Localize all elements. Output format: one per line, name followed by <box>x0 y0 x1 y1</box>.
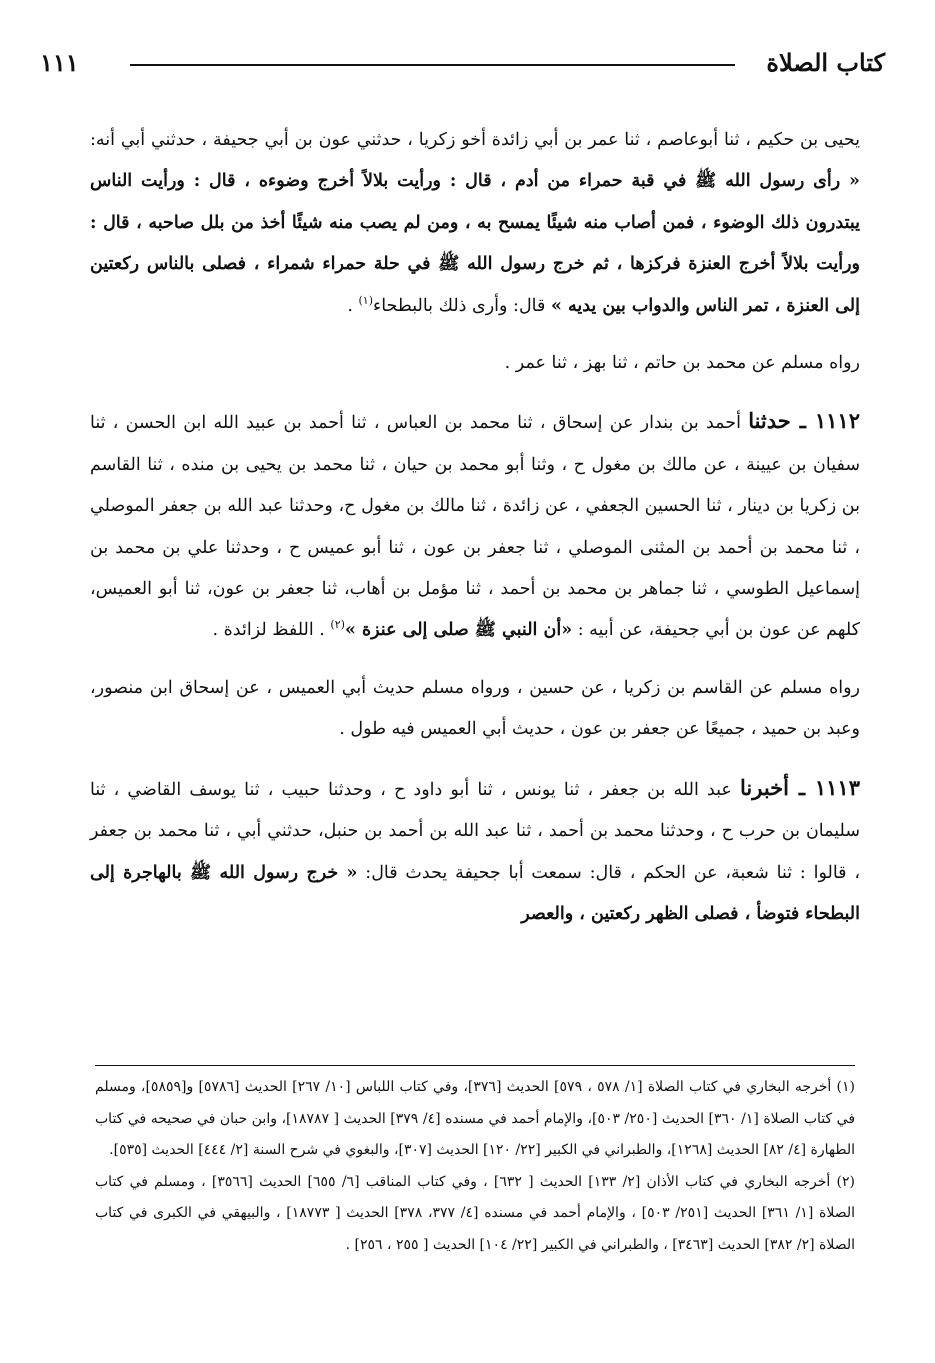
hadith-matn: « رأى رسول الله ﷺ في قبة حمراء من أدم ، قال : ورأيت بلالاً أخرج وضوءه ، قال : ورأيت الناس يبتدرون ذلك الوضوء ، فمن أصاب منه شيئًا يمسح به ، ومن لم يصب منه شيئًا أخذ من بلل صاحبه ، قال : ورأيت بلالاً أخرج العنزة فركزها ، ثم خرج رسول الله ﷺ في حلة حمراء شمراء ، فصلى بالناس ركعتين إلى العنزة ، تمر الناس والدواب بين يديه » <box>90 171 860 316</box>
paragraph-hadith-1113 <box>90 767 860 936</box>
wording-note: . اللفظ لزائدة . <box>212 620 331 641</box>
main-text <box>90 120 860 951</box>
paragraph-takhrij-1112: رواه مسلم عن القاسم بن زكريا ، عن حسين ، ورواه مسلم حديث أبي العميس ، عن إسحاق ابن منصور، وعبد بن حميد ، جميعًا عن جعفر بن عون ، حديث أبي العميس فيه طول . <box>90 677 860 740</box>
header-rule <box>130 64 735 66</box>
footnote-ref[interactable]: (١) <box>358 293 373 307</box>
footnote-ref[interactable]: (٢) <box>330 618 345 632</box>
isnad-text: أحمد بن بندار عن إسحاق ، ثنا محمد بن العباس ، ثنا أحمد بن عبيد الله ابن الحسن ، ثنا سفيان بن عيينة ، عن مالك بن مغول ح ، وثنا أبو محمد بن حيان ، ثنا محمد بن يحيى بن منده ، ثنا القاسم بن زكريا بن دينار ، ثنا الحسين الجعفي ، عن زائدة ، ثنا مالك بن مغول ح، وحدثنا عبد الله بن جعفر الموصلي ، ثنا محمد بن أحمد بن المثنى الموصلي ، ثنا جعفر بن عون ، ثنا أبو عميس ح ، وحدثنا علي بن محمد بن إسماعيل الطوسي ، ثنا جماهر بن محمد بن أحمد ، ثنا مؤمل بن أهاب، ثنا جعفر بن عون، ثنا أبو العميس، كلهم عن عون بن أبي جحيفة، عن أبيه : <box>90 413 860 641</box>
hadith-matn: « خرج رسول الله ﷺ بالهاجرة إلى البطحاء فتوضأ ، فصلى الظهر ركعتين ، والعصر <box>90 862 860 924</box>
hadith-number-1113: ١١١٣ ـ أخبرنا <box>740 774 860 800</box>
paragraph-hadith-1112 <box>90 400 860 651</box>
sentence-end: . <box>347 295 359 316</box>
hadith-number-1112: ١١١٢ ـ حدثنا <box>748 408 860 434</box>
narrator-comment: قال: وأرى ذلك بالبطحاء <box>373 295 551 316</box>
footnote-1: (١) أخرجه البخاري في كتاب الصلاة [١/ ٥٧٨ ، ٥٧٩] الحديث [٣٧٦]، وفي كتاب اللباس [١٠/ ٢٦٧] الحديث [٥٧٨٦] و[٥٨٥٩]، ومسلم في كتاب الصلاة [١/ ٣٦٠] الحديث [٢٥٠/ ٥٠٣]، والإمام أحمد في مسنده [٤/ ٣٧٩] الحديث [ ١٨٧٨٧]، وابن حبان في صحيحه في كتاب الطهارة [٤/ ٨٢] الحديث [١٢٦٨]، والطبراني في الكبير [٢٢/ ١٢٠] الحديث [٣٠٧]، والبغوي في شرح السنة [٢/ ٤٤٤] الحديث [٥٣٥]. <box>95 1079 856 1158</box>
hadith-matn: «أن النبي ﷺ صلى إلى عنزة » <box>344 620 573 641</box>
paragraph-hadith-1111 <box>90 120 860 327</box>
page-number: ١١١ <box>40 48 79 77</box>
footnotes-section <box>95 1065 855 1261</box>
book-title: كتاب الصلاة <box>766 48 885 77</box>
footnote-separator <box>95 1065 855 1066</box>
isnad-text: عبد الله بن جعفر ، ثنا يونس ، ثنا أبو داود ح ، وحدثنا حبيب ، ثنا يوسف القاضي ، ثنا سليمان بن حرب ح ، وحدثنا محمد بن أحمد ، ثنا عبد الله بن أحمد بن حنبل، حدثني أبي ، ثنا محمد بن جعفر ، قالوا : ثنا شعبة، عن الحكم ، قال: سمعت أبا جحيفة يحدث قال: <box>90 779 861 883</box>
footnote-2: (٢) أخرجه البخاري في كتاب الأذان [٢/ ١٣٣] الحديث [ ٦٣٢] ، وفي كتاب المناقب [٦/ ٦٥٥] الحديث [٣٥٦٦] ، ومسلم في كتاب الصلاة [١/ ٣٦١] الحديث [٢٥١/ ٥٠٣] ، والإمام أحمد في مسنده [٤/ ٣٧٧، ٣٧٨] الحديث [ ١٨٧٧٣] ، والبيهقي في الكبرى في كتاب الصلاة [٢/ ٣٨٢] الحديث [٣٤٦٣] ، والطبراني في الكبير [٢٢/ ١٠٤] الحديث [ ٢٥٥ ، ٢٥٦] . <box>95 1173 856 1253</box>
paragraph-takhrij-1111: رواه مسلم عن محمد بن حاتم ، ثنا بهز ، ثنا عمر . <box>504 353 860 374</box>
isnad-text: يحيى بن حكيم ، ثنا أبوعاصم ، ثنا عمر بن أبي زائدة أخو زكريا ، حدثني عون بن أبي جحيفة ، حدثني أبي أنه: <box>90 130 860 150</box>
running-header <box>40 48 885 88</box>
